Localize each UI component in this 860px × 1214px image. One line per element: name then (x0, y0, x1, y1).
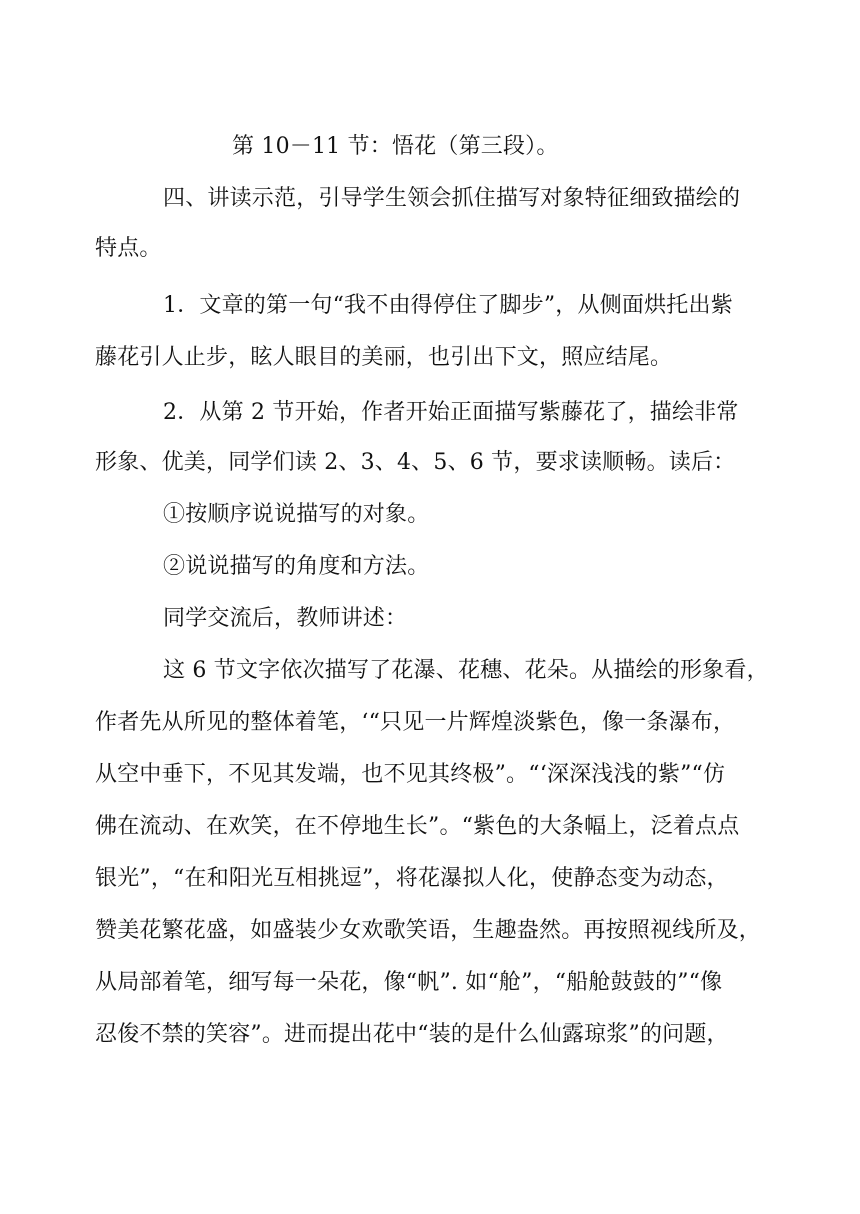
paragraph-line: 形象、优美，同学们读 2、3、4、5、6 节，要求读顺畅。读后： (95, 450, 736, 475)
paragraph-line: 银光”，“在和阳光互相挑逗”，将花瀑拟人化，使静态变为动态， (95, 866, 729, 891)
paragraph-line: 1．文章的第一句“我不由得停住了脚步”，从侧面烘托出紫 (163, 293, 733, 318)
section-heading: 第 10－11 节：悟花（第三段）。 (232, 134, 559, 159)
paragraph-line: 赞美花繁花盛，如盛装少女欢歌笑语，生趣盎然。再按照视线所及， (95, 918, 762, 943)
paragraph-line: 同学交流后，教师讲述： (163, 606, 408, 631)
paragraph-line: ①按顺序说说描写的对象。 (163, 502, 430, 527)
paragraph-line: 从局部着笔，细写每一朵花，像“帆”. 如“舱”，“船舱鼓鼓的”“像 (95, 970, 723, 995)
paragraph-line: 忍俊不禁的笑容”。进而提出花中“装的是什么仙露琼浆”的问题， (95, 1022, 729, 1047)
paragraph-line: ②说说描写的角度和方法。 (163, 554, 430, 579)
paragraph-line: 佛在流动、在欢笑，在不停地生长”。“紫色的大条幅上，泛着点点 (95, 814, 740, 839)
paragraph-line: 这 6 节文字依次描写了花瀑、花穗、花朵。从描绘的形象看， (163, 658, 769, 683)
paragraph-line: 从空中垂下，不见其发端，也不见其终极”。“‘深深浅浅的紫”“仿 (95, 762, 726, 787)
paragraph-line: 特点。 (95, 236, 162, 261)
paragraph-line: 作者先从所见的整体着笔，‘“只见一片辉煌淡紫色，像一条瀑布， (95, 710, 736, 735)
paragraph-line: 2．从第 2 节开始，作者开始正面描写紫藤花了，描绘非常 (163, 400, 739, 425)
paragraph-line: 藤花引人止步，眩人眼目的美丽，也引出下文，照应结尾。 (95, 345, 673, 370)
paragraph-line: 四、讲读示范，引导学生领会抓住描写对象特征细致描绘的 (163, 186, 741, 211)
